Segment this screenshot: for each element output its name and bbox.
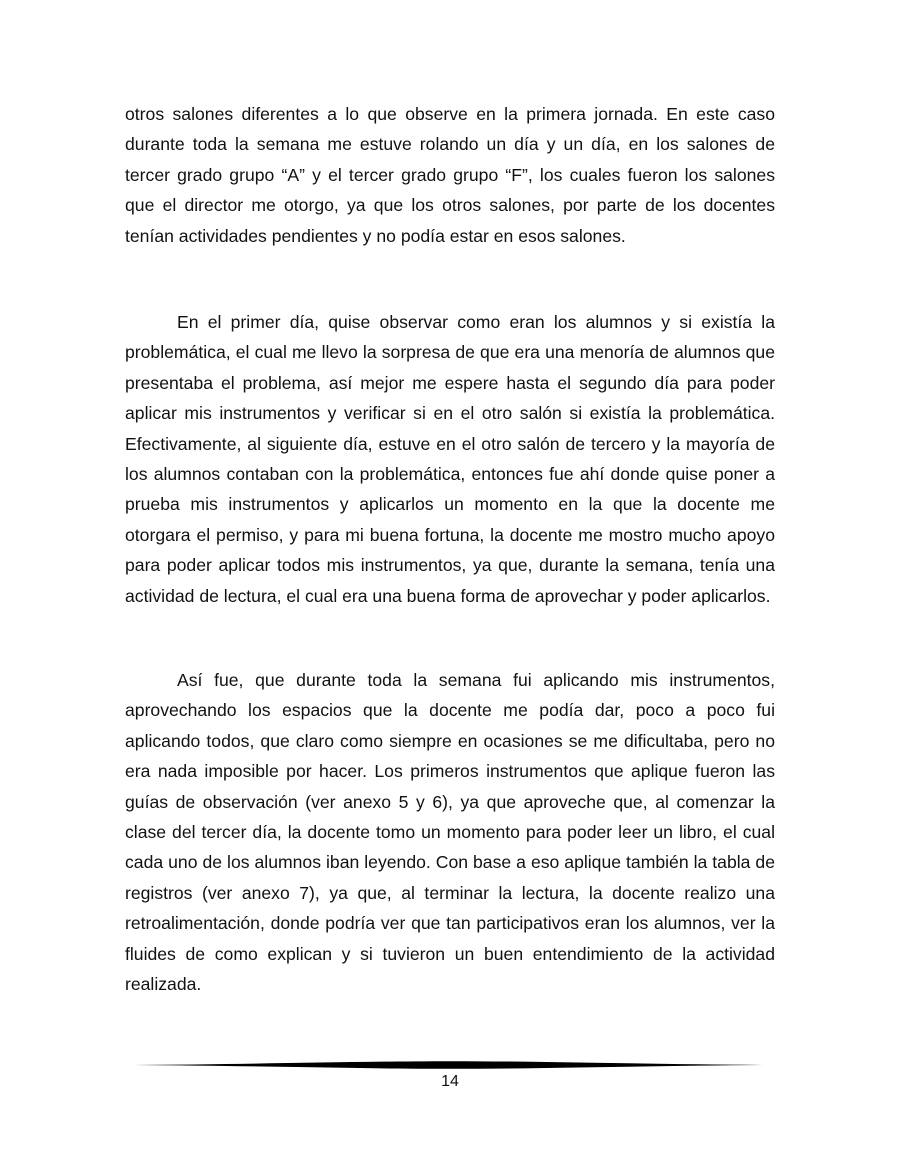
page-number: 14 bbox=[441, 1073, 459, 1090]
paragraph-2: En el primer día, quise observar como eran los alumnos y si existía la problemática, el cual me llevo la sorpresa de que era una menoría de alumnos que presentaba el problema, así mejor me espere hasta el segundo día para poder aplicar mis instrumentos y verificar si en el otro salón si existía la problemática. Efectivamente, al siguiente día, estuve en el otro salón de tercero y la mayoría de los alumnos contaban con la problemática, entonces fue ahí donde quise poner a prueba mis instrumentos y aplicarlos un momento en la que la docente me otorgara el permiso, y para mi buena fortuna, la docente me mostro mucho apoyo para poder aplicar todos mis instrumentos, ya que, durante la semana, tenía una actividad de lectura, el cual era una buena forma de aprovechar y poder aplicarlos. bbox=[125, 312, 775, 606]
paragraph-3: Así fue, que durante toda la semana fui aplicando mis instrumentos, aprovechando los espacios que la docente me podía dar, poco a poco fui aplicando todos, que claro como siempre en ocasiones se me dificultaba, pero no era nada imposible por hacer. Los primeros instrumentos que aplique fueron las guías de observación (ver anexo 5 y 6), ya que aproveche que, al comenzar la clase del tercer día, la docente tomo un momento para poder leer un libro, el cual cada uno de los alumnos iban leyendo. Con base a eso aplique también la tabla de registros (ver anexo 7), ya que, al terminar la lectura, la docente realizo una retroalimentación, donde podría ver que tan participativos eran los alumnos, ver la fluides de como explican y si tuvieron un buen entendimiento de la actividad realizada. bbox=[125, 670, 775, 995]
footer-divider bbox=[133, 1060, 768, 1070]
paragraph-1: otros salones diferentes a lo que observe en la primera jornada. En este caso durante toda la semana me estuve rolando un día y un día, en los salones de tercer grado grupo “A” y el tercer grado grupo “F”, los cuales fueron los salones que el director me otorgo, ya que los otros salones, por parte de los docentes tenían actividades pendientes y no podía estar en esos salones. bbox=[125, 104, 775, 246]
